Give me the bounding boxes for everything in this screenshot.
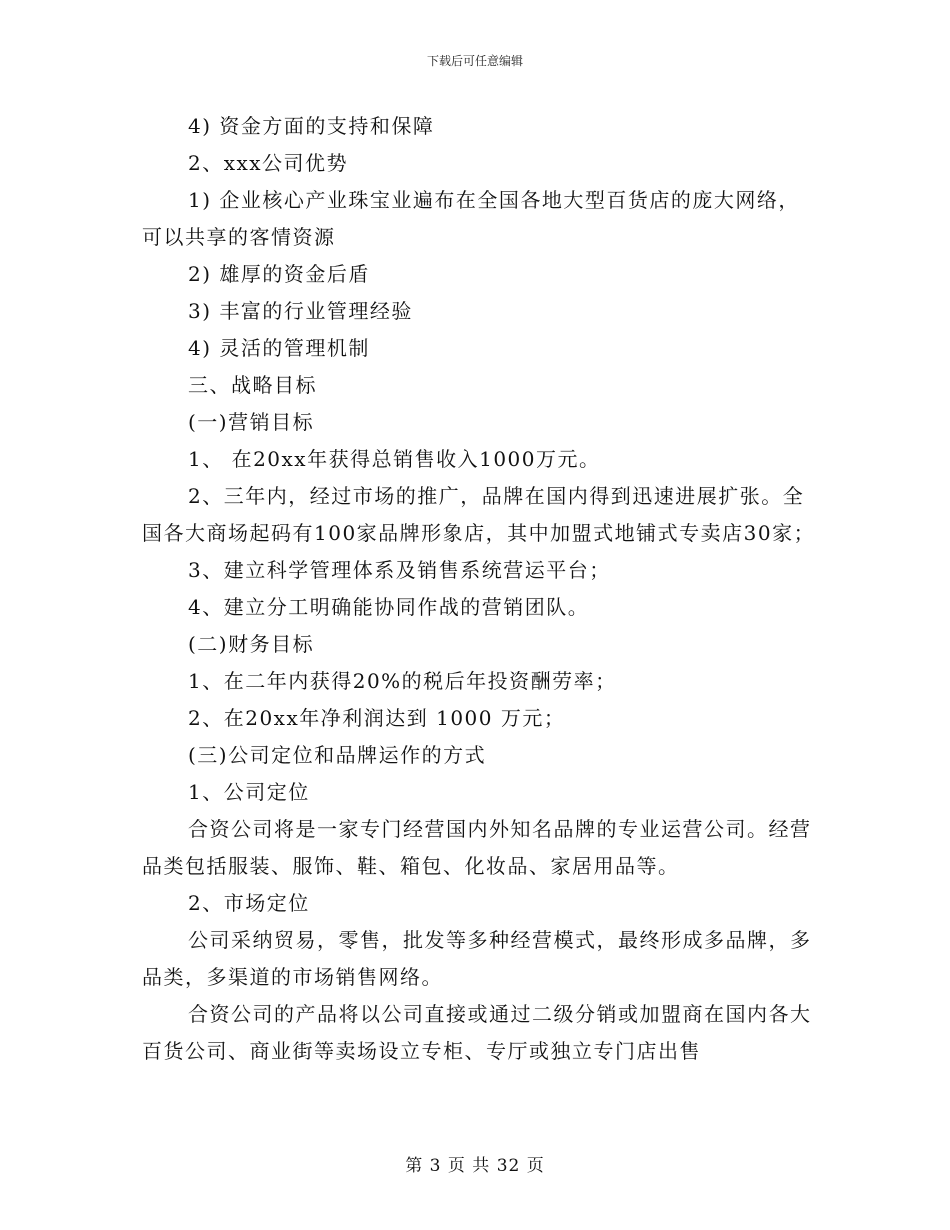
section-heading: 1、公司定位 [188,780,310,804]
paragraph: 1、在二年内获得20%的税后年投资酬劳率； [188,669,617,693]
section-heading: 2、xxx公司优势 [188,151,349,175]
paragraph: 2、在20xx年净利润达到 1000 万元； [188,706,566,730]
page-number-footer: 第 3 页 共 32 页 [405,1156,545,1176]
paragraph: 合资公司将是一家专门经营国内外知名品牌的专业运营公司。经营品类包括服装、服饰、鞋、箱包、化妆品、家居用品等。 [142,817,812,878]
paragraph: 公司采纳贸易，零售，批发等多种经营模式，最终形成多品牌，多品类，多渠道的市场销售网络。 [142,928,812,989]
paragraph: 4) 灵活的管理机制 [188,336,370,360]
subsection-heading: (一)营销目标 [188,410,315,434]
paragraph: 4) 资金方面的支持和保障 [188,114,435,138]
paragraph: 3) 丰富的行业管理经验 [188,299,413,323]
paragraph: 合资公司的产品将以公司直接或通过二级分销或加盟商在国内各大百货公司、商业街等卖场设立专柜、专厅或独立专门店出售 [142,1002,812,1063]
page-header: 下载后可任意编辑 [426,54,523,68]
paragraph: 2) 雄厚的资金后盾 [188,262,370,286]
paragraph: 1、 在20xx年获得总销售收入1000万元。 [188,447,601,471]
paragraph: 1) 企业核心产业珠宝业遍布在全国各地大型百货店的庞大网络，可以共享的客情资源 [142,188,800,249]
section-heading: 2、市场定位 [188,891,310,915]
paragraph: 4、建立分工明确能协同作战的营销团队。 [188,595,590,619]
paragraph: 3、建立科学管理体系及销售系统营运平台； [188,558,611,582]
section-heading: 三、战略目标 [188,373,317,397]
document-body [142,108,818,1070]
subsection-heading: (二)财务目标 [188,632,315,656]
paragraph: 2、三年内，经过市场的推广，品牌在国内得到迅速进展扩张。全国各大商场起码有100家品牌形象店，其中加盟式地铺式专卖店30家； [142,484,816,545]
subsection-heading: (三)公司定位和品牌运作的方式 [188,743,487,767]
